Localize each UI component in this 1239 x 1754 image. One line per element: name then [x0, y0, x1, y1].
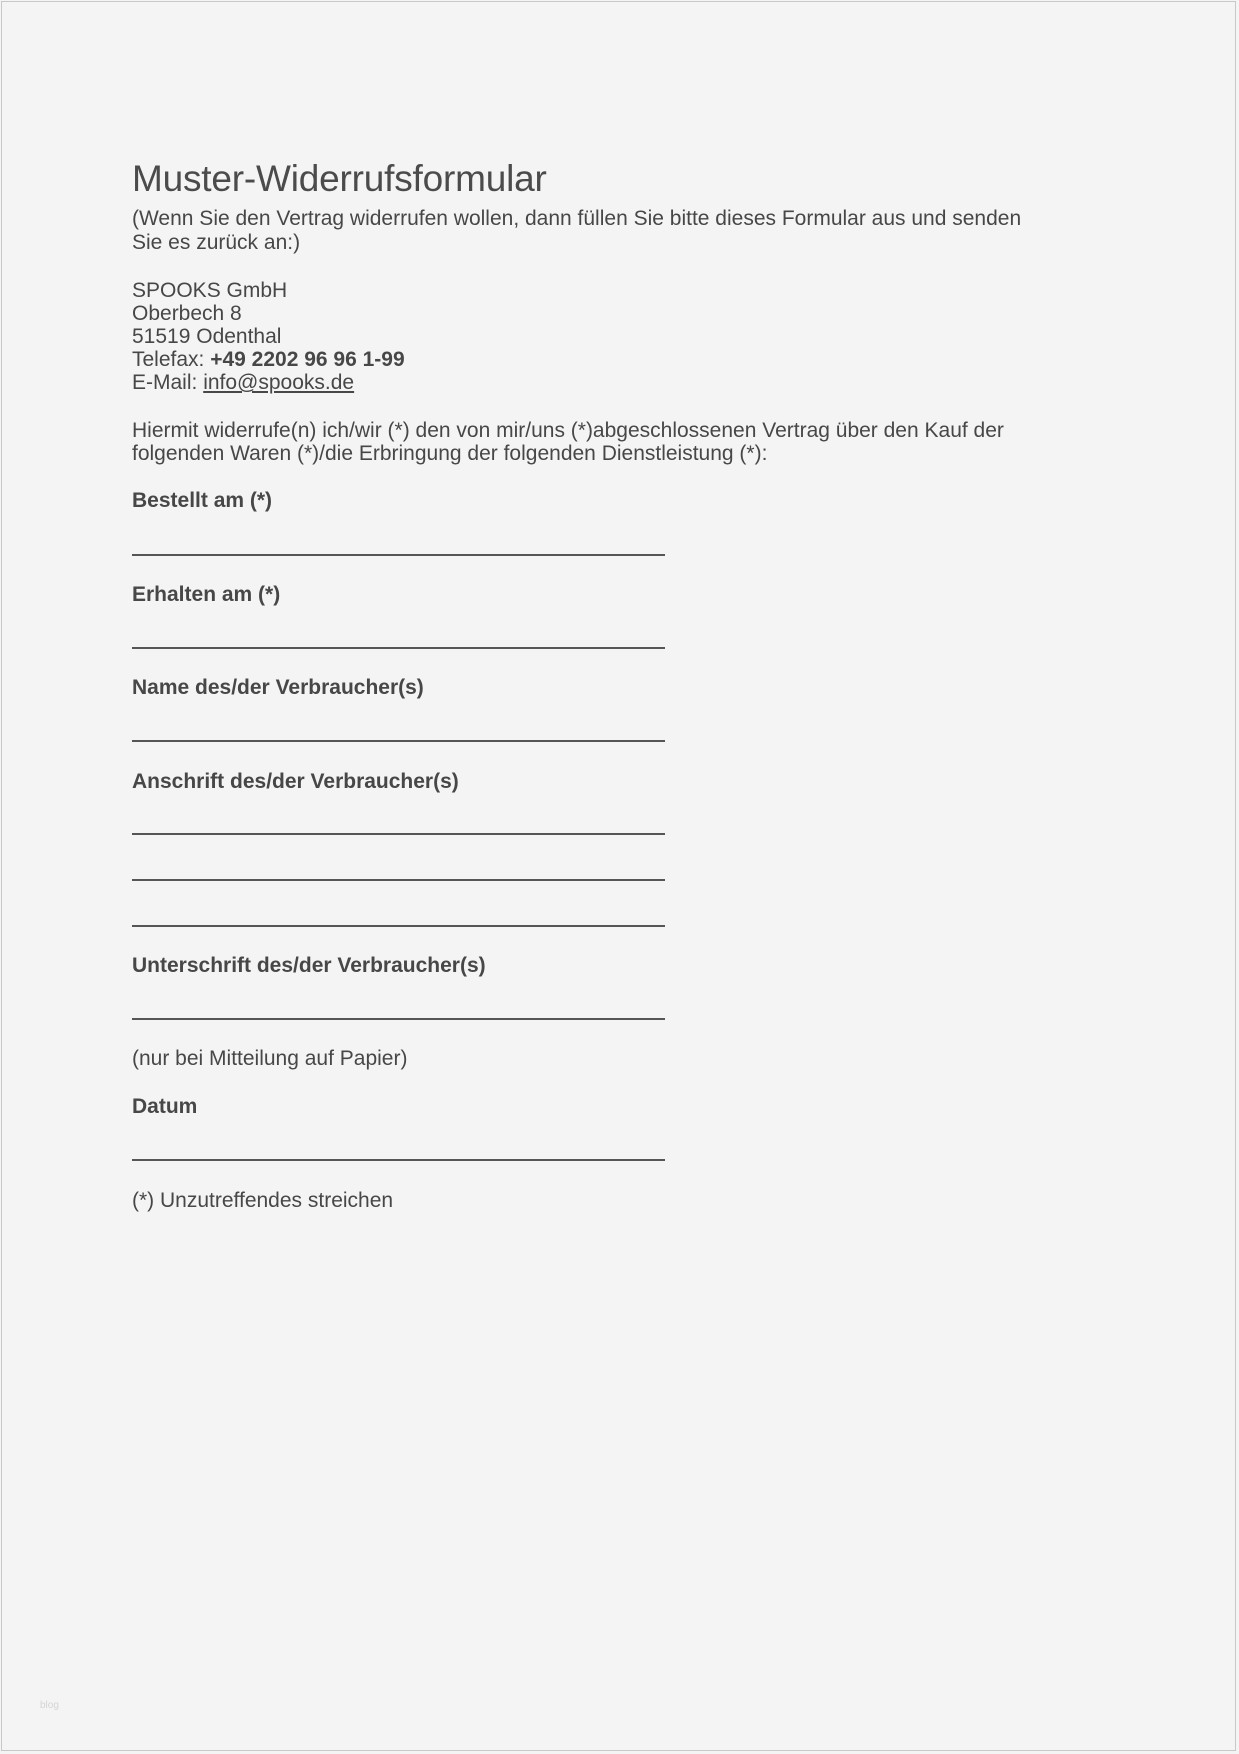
ordered-on-input-line[interactable]	[132, 554, 665, 556]
email-label: E-Mail:	[132, 371, 204, 394]
recipient-city: 51519 Odenthal	[132, 325, 282, 348]
paper-only-note: (nur bei Mitteilung auf Papier)	[132, 1047, 408, 1070]
page-title: Muster-Widerrufsformular	[132, 158, 547, 199]
received-on-input-line[interactable]	[132, 647, 665, 649]
field-label-consumer-address: Anschrift des/der Verbraucher(s)	[132, 770, 459, 793]
consumer-signature-input-line[interactable]	[132, 1018, 665, 1020]
field-label-consumer-name: Name des/der Verbraucher(s)	[132, 676, 424, 699]
field-label-received-on: Erhalten am (*)	[132, 583, 281, 606]
statement-line-1: Hiermit widerrufe(n) ich/wir (*) den von mir/uns (*)abgeschlossenen Vertrag über den Kauf der	[132, 419, 1004, 442]
intro-line-2: Sie es zurück an:)	[132, 231, 301, 254]
fax-number: +49 2202 96 96 1-99	[210, 348, 405, 371]
watermark: blog	[40, 1700, 59, 1711]
consumer-address-input-line-3[interactable]	[132, 925, 665, 927]
fax-label: Telefax:	[132, 348, 211, 371]
consumer-address-input-line-1[interactable]	[132, 833, 665, 835]
recipient-email	[132, 371, 354, 395]
field-label-consumer-signature: Unterschrift des/der Verbraucher(s)	[132, 954, 486, 977]
field-label-date: Datum	[132, 1095, 198, 1118]
recipient-street: Oberbech 8	[132, 302, 242, 325]
recipient-company: SPOOKS GmbH	[132, 279, 288, 302]
field-label-ordered-on: Bestellt am (*)	[132, 489, 273, 512]
consumer-address-input-line-2[interactable]	[132, 879, 665, 881]
consumer-name-input-line[interactable]	[132, 740, 665, 742]
date-input-line[interactable]	[132, 1159, 665, 1161]
footnote: (*) Unzutreffendes streichen	[132, 1189, 394, 1212]
document-page	[1, 1, 1236, 1751]
statement-line-2: folgenden Waren (*)/die Erbringung der folgenden Dienstleistung (*):	[132, 442, 768, 465]
email-link[interactable]: info@spooks.de	[203, 371, 355, 394]
intro-line-1: (Wenn Sie den Vertrag widerrufen wollen, dann füllen Sie bitte dieses Formular aus und senden	[132, 207, 1022, 230]
recipient-fax	[132, 348, 405, 372]
